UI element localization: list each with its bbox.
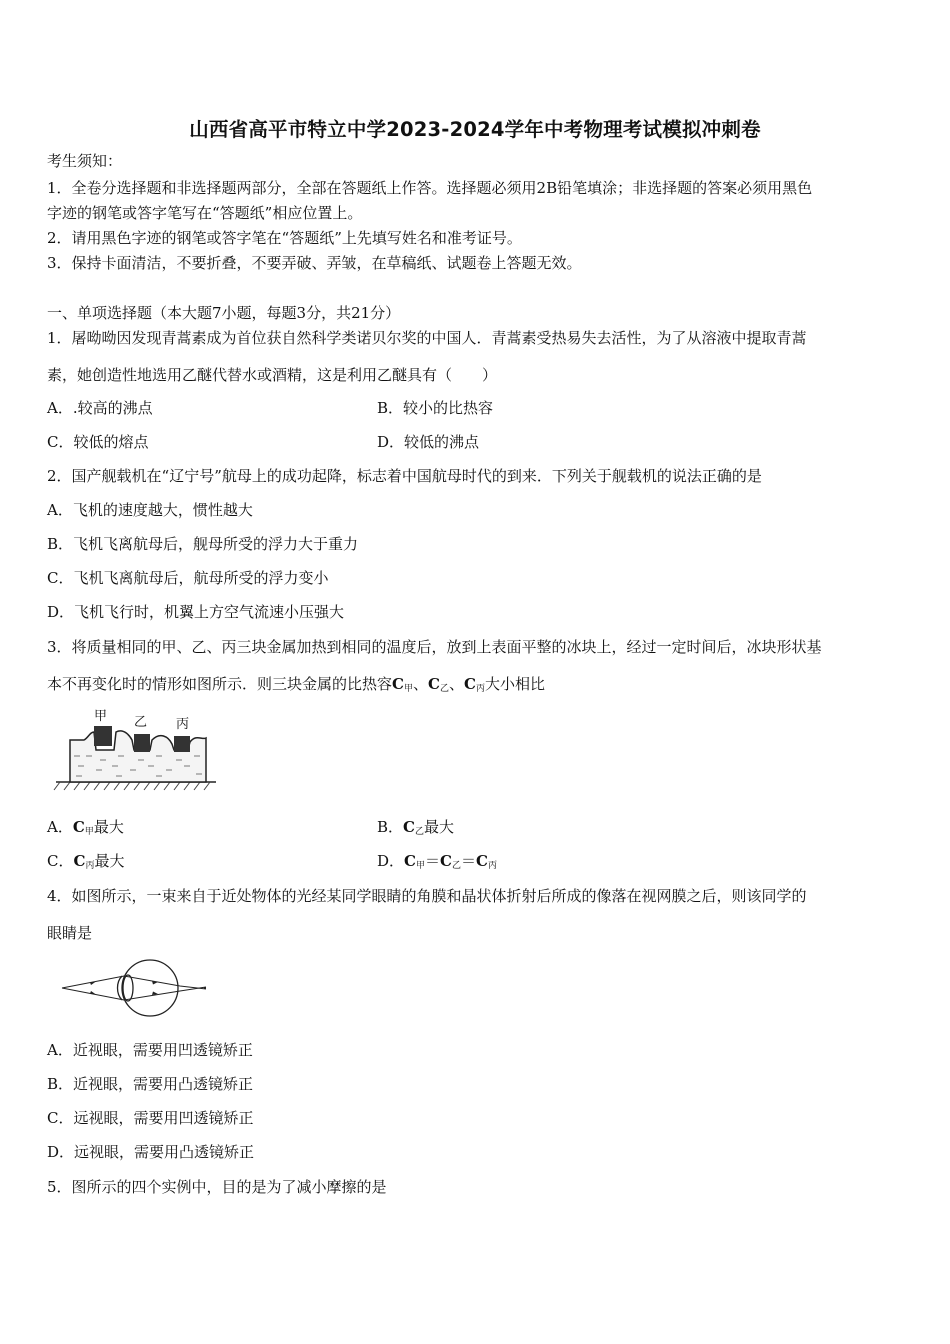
q2-option-b[interactable]: B．飞机飞离航母后，舰母所受的浮力大于重力 bbox=[47, 535, 359, 553]
q4-option-c[interactable]: C．远视眼，需要用凹透镜矫正 bbox=[47, 1109, 254, 1127]
figure-label-bing: 丙 bbox=[176, 717, 190, 732]
subscript-yi: 乙 bbox=[414, 827, 424, 837]
notice-item-1-cont: 字迹的钢笔或答字笔写在“答题纸”相应位置上。 bbox=[47, 204, 363, 222]
subscript-bing: 丙 bbox=[85, 861, 95, 871]
q1-option-d[interactable]: D．较低的沸点 bbox=[377, 433, 480, 451]
q3-option-c[interactable] bbox=[47, 850, 124, 871]
subscript-jia: 甲 bbox=[415, 861, 425, 871]
subscript-yi: 乙 bbox=[451, 861, 461, 871]
option-letter: C． bbox=[47, 852, 74, 870]
q3-option-a[interactable] bbox=[47, 816, 124, 837]
c-symbol: C bbox=[440, 852, 452, 870]
q3-stem-line2 bbox=[47, 673, 545, 694]
equals-sign: ＝ bbox=[425, 852, 441, 870]
q3-option-b[interactable] bbox=[377, 816, 454, 837]
q1-stem-line2: 素，她创造性地选用乙醚代替水或酒精，这是利用乙醚具有（ ） bbox=[47, 366, 498, 384]
q2-stem: 2．国产舰载机在“辽宁号”航母上的成功起降，标志着中国航母时代的到来．下列关于舰载机的说法正确的是 bbox=[47, 467, 762, 485]
q1-option-b[interactable]: B．较小的比热容 bbox=[377, 399, 494, 417]
q1-option-a[interactable]: A．.较高的沸点 bbox=[47, 399, 153, 417]
figure-label-jia: 甲 bbox=[94, 709, 108, 724]
separator: 、 bbox=[448, 675, 464, 693]
metal-block-yi bbox=[134, 734, 150, 752]
subscript-yi: 乙 bbox=[439, 684, 449, 694]
equals-sign: ＝ bbox=[460, 852, 476, 870]
q4-option-d[interactable]: D．远视眼，需要用凸透镜矫正 bbox=[47, 1143, 255, 1161]
option-letter: B． bbox=[377, 818, 404, 836]
q4-stem-line1: 4．如图所示，一束来自于近处物体的光经某同学眼睛的角膜和晶状体折射后所成的像落在视网膜之后，则该同学的 bbox=[47, 887, 807, 905]
q3-option-d[interactable] bbox=[377, 850, 497, 871]
c-symbol: C bbox=[73, 852, 86, 870]
option-letter: D． bbox=[377, 852, 405, 870]
c-symbol: C bbox=[428, 675, 440, 693]
eye-diagram bbox=[60, 956, 210, 1020]
subscript-bing: 丙 bbox=[487, 861, 497, 871]
q4-option-b[interactable]: B．近视眼，需要用凸透镜矫正 bbox=[47, 1075, 254, 1093]
q1-option-c[interactable]: C．较低的熔点 bbox=[47, 433, 149, 451]
q3-stem-text: 本不再变化时的情形如图所示．则三块金属的比热容 bbox=[47, 675, 393, 693]
notice-item-1: 1．全卷分选择题和非选择题两部分，全部在答题纸上作答。选择题必须用2B铅笔填涂；非选择题的答案必须用黑色 bbox=[47, 179, 813, 197]
q2-option-a[interactable]: A．飞机的速度越大，惯性越大 bbox=[47, 501, 253, 519]
q5-stem: 5．图所示的四个实例中，目的是为了减小摩擦的是 bbox=[47, 1178, 387, 1196]
q4-option-a[interactable]: A．近视眼，需要用凹透镜矫正 bbox=[47, 1041, 253, 1059]
q2-option-c[interactable]: C．飞机飞离航母后，航母所受的浮力变小 bbox=[47, 569, 329, 587]
subscript-jia: 甲 bbox=[84, 827, 94, 837]
q1-stem-line1: 1．屠呦呦因发现青蒿素成为首位获自然科学类诺贝尔奖的中国人．青蒿素受热易失去活性，为了从溶液中提取青蒿 bbox=[47, 329, 807, 347]
c-symbol: C bbox=[463, 675, 476, 693]
metal-block-bing bbox=[174, 736, 190, 752]
section-heading: 一、单项选择题（本大题7小题，每题3分，共21分） bbox=[47, 304, 401, 322]
notice-heading: 考生须知： bbox=[47, 152, 123, 170]
separator: 、 bbox=[412, 675, 428, 693]
c-symbol: C bbox=[476, 852, 488, 870]
option-text: 最大 bbox=[424, 818, 455, 836]
c-symbol: C bbox=[403, 818, 415, 836]
option-text: 最大 bbox=[93, 818, 124, 836]
c-symbol: C bbox=[392, 675, 404, 693]
metal-block-jia bbox=[94, 726, 112, 746]
q4-stem-line2: 眼睛是 bbox=[47, 924, 93, 942]
q3-stem-suffix: 大小相比 bbox=[484, 675, 545, 693]
c-symbol: C bbox=[72, 818, 85, 836]
q3-stem-line1: 3．将质量相同的甲、乙、丙三块金属加热到相同的温度后，放到上表面平整的冰块上，经过一定时间后，冰块形状基 bbox=[47, 638, 822, 656]
page-title: 山西省高平市特立中学2023-2024学年中考物理考试模拟冲刺卷 bbox=[189, 118, 761, 141]
q2-option-d[interactable]: D．飞机飞行时，机翼上方空气流速小压强大 bbox=[47, 603, 345, 621]
subscript-bing: 丙 bbox=[475, 684, 485, 694]
subscript-jia: 甲 bbox=[403, 684, 413, 694]
ice-block-figure bbox=[56, 704, 226, 796]
c-symbol: C bbox=[404, 852, 416, 870]
option-text: 最大 bbox=[94, 852, 125, 870]
notice-item-3: 3．保持卡面清洁，不要折叠，不要弄破、弄皱，在草稿纸、试题卷上答题无效。 bbox=[47, 254, 582, 272]
notice-item-2: 2．请用黑色字迹的钢笔或答字笔在“答题纸”上先填写姓名和准考证号。 bbox=[47, 229, 522, 247]
option-letter: A． bbox=[47, 818, 73, 836]
figure-label-yi: 乙 bbox=[134, 715, 148, 730]
